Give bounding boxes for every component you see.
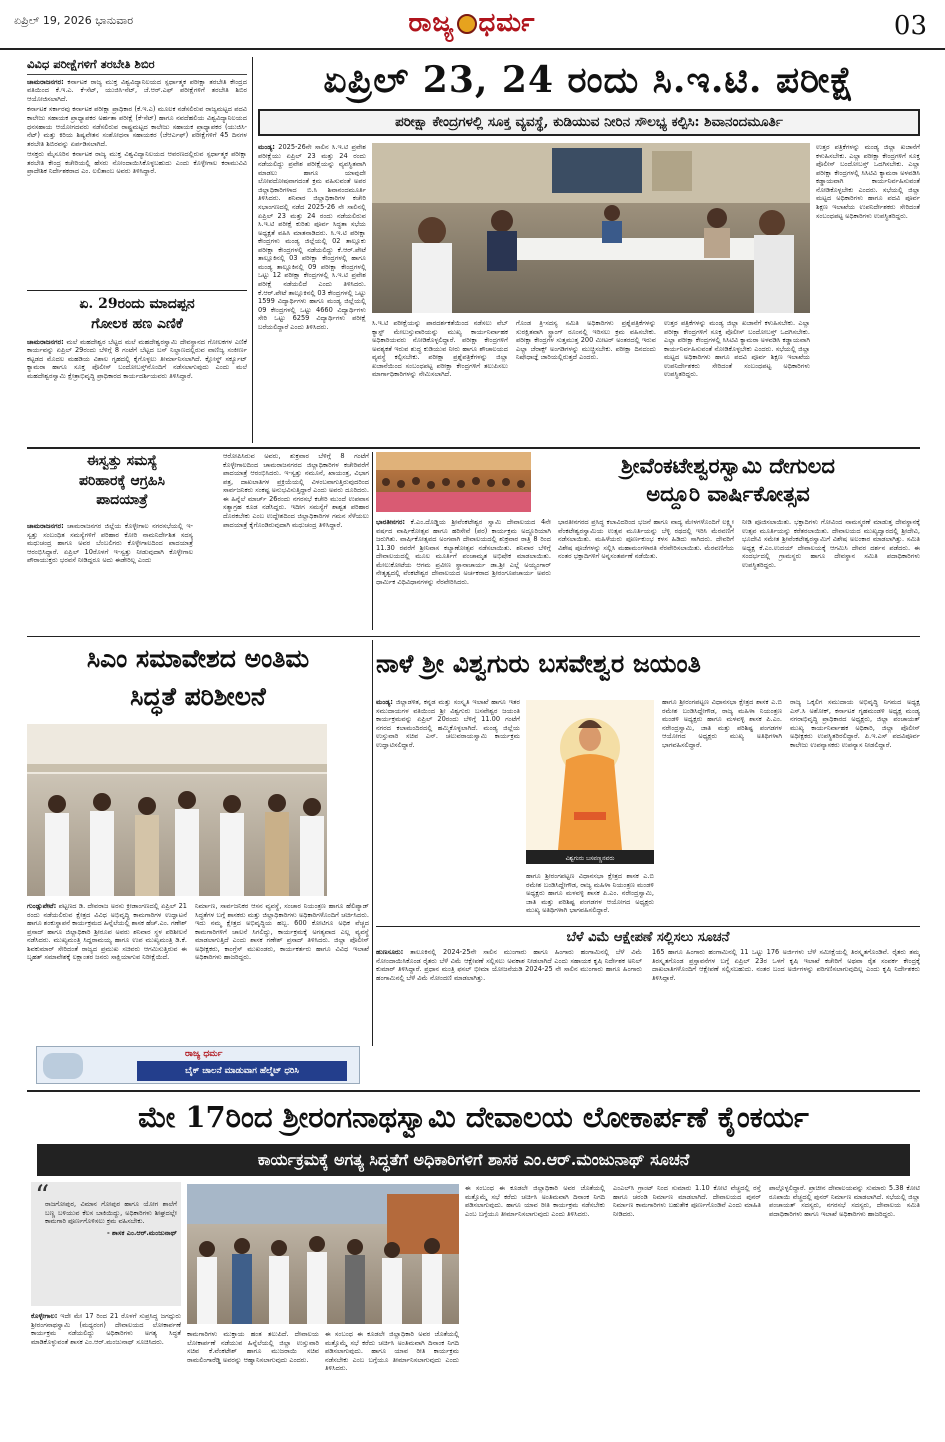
title-line-1: ಶ್ರೀವೆಂಕಟೇಶ್ವರಸ್ವಾಮಿ ದೇಗುಲದ bbox=[621, 453, 835, 478]
paragraph: ಪಟ್ಟಣದ ಡಿ. ದೇವರಾಜ ಅರಸು ಕ್ರೀಡಾಂಗಣದಲ್ಲಿ ಏಪ್ರಿಲ್ 21 ರಂದು ನಡೆಯಲಿರುವ ಕ್ಷೇತ್ರದ ವಿವಿಧ ಅಭಿವೃದ್ಧಿ ಕಾಮಗಾರಿಗಳ ಉದ್ಘಾಟನೆ ಹಾಗೂ ಶಂಕುಸ್ಥಾಪನೆ ಕಾರ್ಯಕ್ರಮದ ಹಿನ್ನೆಲೆಯಲ್ಲಿ ಶಾಸಕ ಹೆಚ್.ಎಂ. ಗಣೇಶ್ ಪ್ರಸಾದ್ ಹಾಗೂ ಜಿಲ್ಲಾಧಿಕಾರಿ ಶ್ರೀರೂಪ ಅವರು ಶನಿವಾರ ಸ್ಥಳ ಪರಿಶೀಲನೆ ನಡೆಸಿದರು. ಮುಖ್ಯಮಂತ್ರಿ ಸಿದ್ದರಾಮಯ್ಯ ಹಾಗೂ ಉಪ ಮುಖ್ಯಮಂತ್ರಿ ಡಿ.ಕೆ. ಶಿವಕುಮಾರ್ ಸೇರಿದಂತೆ ರಾಜ್ಯದ ಪ್ರಮುಖ ಸಚಿವರು ಆಗಮಿಸುತ್ತಿರುವ ಈ ಬೃಹತ್ ಸಮಾವೇಶಕ್ಕೆ ಲಕ್ಷಾಂತರ ಜನರು ಸಾಕ್ಷಿಯಾಗುವ ನಿರೀಕ್ಷೆಯಿದೆ. bbox=[27, 902, 187, 962]
story-title bbox=[536, 452, 920, 508]
paragraph: ಚಾಮರಾಜನಗರ ಜಿಲ್ಲೆಯ ಕೊಳ್ಳೇಗಾಲ ನಗರಸಭೆಯಲ್ಲಿ ಇ-ಸ್ವತ್ತು ಸಂಬಂಧಿತ ಸಮಸ್ಯೆಗಳಿಗೆ ಪರಿಹಾರ ಕೋರಿ ನಾಮನಿರ್ದೇಶಿತ ಸದಸ್ಯ ಮಧುಚಂದ್ರ ಹಾಗೂ ಅವರ ಬೆಂಬಲಿಗರು ಕೊಳ್ಳೇಗಾಲದಿಂದ ಪಾದಯಾತ್ರೆ ಆರಂಭಿಸಿದ್ದಾರೆ. ಏಪ್ರಿಲ್ 10ರೊಳಗೆ ಇ-ಸ್ವತ್ತು ನೀಡುವುದಾಗಿ ಕೊಳ್ಳೇಗಾಲ ಪೌರಾಯುಕ್ತರು ಭರವಸೆ ನೀಡಿದ್ದರೂ ಅದು ಈಡೇರಿಲ್ಲ ಎಂದು bbox=[27, 522, 193, 565]
lead-column-3: ಗೊಂಡ ತ್ರಿ-ಸದಸ್ಯ ಸಮಿತಿ ಅಧಿಕಾರಿಗಳು ಪ್ರಶ್ನೆಪತ್ರಿಕೆಗಳನ್ನು ಸುರಕ್ಷಿತವಾಗಿ ಸ್ಟ್ರಾಂಗ್ ರೂಂನಲ್ಲಿ ಇರಿಸಲು ಕ್ರಮ ವಹಿಸಬೇಕು. ಪರೀಕ್ಷಾ ಕೇಂದ್ರಗಳ ಸುತ್ತಮುತ್ತ 200 ಮೀಟರ್ ಅಂತರದಲ್ಲಿ ಇರುವ ಎಲ್ಲಾ ಜೆರಾಕ್ಸ್ ಅಂಗಡಿಗಳನ್ನು ಮುಚ್ಚಿಸಬೇಕು. ಪರೀಕ್ಷಾ ದಿನದಂದು ನಿಷೇಧಾಜ್ಞೆ ಜಾರಿಯಲ್ಲಿರುತ್ತದೆ ಎಂದರು. bbox=[516, 319, 656, 362]
dateline: ಮಂಡ್ಯ: bbox=[376, 698, 393, 706]
meeting-photo-art bbox=[372, 143, 810, 313]
temple-visit-photo bbox=[187, 1184, 459, 1324]
story-padayatra bbox=[27, 452, 369, 632]
issue-date: ಏಪ್ರಿಲ್ 19, 2026 ಭಾನುವಾರ bbox=[14, 14, 134, 27]
title-line-2: ಪರಿಹಾರಕ್ಕೆ ಆಗ್ರಹಿಸಿ bbox=[79, 472, 165, 489]
title-line-3: ಪಾದಯಾತ್ರೆ bbox=[96, 492, 148, 509]
divider bbox=[372, 452, 373, 630]
divider bbox=[27, 636, 920, 637]
ad-scooter-icon bbox=[43, 1053, 83, 1079]
quote-box bbox=[31, 1179, 181, 1306]
page-number: 03 bbox=[893, 11, 927, 41]
story-column-2: ಭಾರತೀನಗರದ ಪ್ರಸಿದ್ಧ ಕಲಾವಿದರಿಂದ ಭಜನೆ ಹಾಗೂ ವಾದ್ಯ ಮೇಳಗಳೊಂದಿಗೆ ಲಕ್ಷ್ಮೀ ವೆಂಕಟೇಶ್ವರಸ್ವಾಮಿಯ ಉತ್ಸವ ಮೂರ್ತಿಯನ್ನು ಬೆಳ್ಳಿ ರಥದಲ್ಲಿ ಇರಿಸಿ ಮೆರವಣಿಗೆ ನಡೆಸಲಾಯಿತು. ಮಹಿಳೆಯರು ಪೂರ್ಣಕುಂಭ ಕಳಸ ಹಿಡಿದು ಸಾಗಿದರು. ದೇವರಿಗೆ ವಿಶೇಷ ಪೂಜೆಗಳನ್ನು ಸಲ್ಲಿಸಿ ಮಹಾಮಂಗಳಾರತಿ ನೆರವೇರಿಸಲಾಯಿತು. ಮೆರವಣಿಗೆಯ ನಂತರ ಭಕ್ತಾದಿಗಳಿಗೆ ಅನ್ನಸಂತರ್ಪಣೆ ನಡೆಯಿತು. bbox=[558, 518, 734, 561]
story-column-2: ಕಾಮಗಾರಿಗಳು ಮುಕ್ತಾಯ ಹಂತ ತಲುಪಿದೆ. ದೇವಾಲಯ ಲೋಕಾರ್ಪಣೆ ನಡೆಯುವ ಹಿನ್ನೆಲೆಯಲ್ಲಿ ಜಿಲ್ಲಾ ಉಸ್ತುವಾರಿ ಸಚಿವ ಕೆ.ವೆಂಕಟೇಶ್ ಹಾಗೂ ಮುಜರಾಯಿ ಸಚಿವ ರಾಮಲಿಂಗಾರೆಡ್ಡಿ ಅವರನ್ನು ಆಹ್ವಾನಿಸಲಾಗುವುದು ಎಂದರು. bbox=[187, 1330, 319, 1364]
quote-attribution: - ಶಾಸಕ ಎಂ.ಆರ್.ಮಂಜುನಾಥ್ bbox=[107, 1228, 177, 1237]
story-column-4 bbox=[465, 1184, 605, 1442]
paragraph: ಮಲೆ ಮಹದೇಶ್ವರ ಬೆಟ್ಟದ ಮಲೆ ಮಹದೇಶ್ವರಸ್ವಾಮಿ ದೇವಸ್ಥಾನದ ಗೋಲಕಗಳ ಎಣಿಕೆ ಕಾರ್ಯವನ್ನು ಏಪ್ರಿಲ್ 29ರಂದು ಬೆಳಿಗ್ಗೆ 8 ಗಂಟೆಗೆ ಬೆಟ್ಟದ ಬಸ್ ನಿಲ್ದಾಣದಲ್ಲಿರುವ ವಾಣಿಜ್ಯ ಸಂಕೀರ್ಣ ಕಟ್ಟಡದ ಮೊದಲ ಮಹಡಿಯ ವಿಶಾಲ ಗೃಹದಲ್ಲಿ ಕೈಗೊಳ್ಳಲು ತೀರ್ಮಾನಿಸಲಾಗಿದೆ. ಕ್ಲೋಸ್ಡ್ ಸರ್ಕ್ಯೂಟ್ ಕ್ಯಾಮರಾ ಹಾಗೂ ಸೂಕ್ತ ಪೊಲೀಸ್ ಬಂದೋಬಸ್ತ್‌ನೊಂದಿಗೆ ನಡೆಸಲಾಗುವುದು ಎಂದು ಮಲೆ ಮಹದೇಶ್ವರಸ್ವಾಮಿ ಕ್ಷೇತ್ರಾಭಿವೃದ್ಧಿ ಪ್ರಾಧಿಕಾರದ ಕಾರ್ಯದರ್ಶಿಯವರು ತಿಳಿಸಿದ್ದಾರೆ. bbox=[27, 337, 247, 380]
temple-crowd-photo bbox=[376, 452, 531, 512]
divider bbox=[27, 1090, 920, 1092]
story-title: ನಾಳೆ ಶ್ರೀ ವಿಶ್ವಗುರು ಬಸವೇಶ್ವರ ಜಯಂತಿ bbox=[376, 649, 701, 678]
story-title: ವಿವಿಧ ಪರೀಕ್ಷೆಗಳಿಗೆ ತರಬೇತಿ ಶಿಬಿರ bbox=[27, 57, 247, 75]
paragraph: ಉತ್ತರ ಪತ್ರಿಕೆಗಳನ್ನು ಮಂಡ್ಯ ಜಿಲ್ಲಾ ಖಜಾನೆಗೆ ಕಳುಹಿಸಬೇಕು. ಎಲ್ಲಾ ಪರೀಕ್ಷಾ ಕೇಂದ್ರಗಳಿಗೆ ಸೂಕ್ತ ಪೊಲೀಸ್ ಬಂದೋಬಸ್ತ್ ಒದಗಿಸಬೇಕು. ಎಲ್ಲಾ ಪರೀಕ್ಷಾ ಕೇಂದ್ರಗಳಲ್ಲಿ ಸಿಸಿಟಿವಿ ಕ್ಯಾಮರಾ ಅಳವಡಿಸಿ ಕಡ್ಡಾಯವಾಗಿ ಕಾರ್ಯನಿರ್ವಹಿಸುವಂತೆ ನೋಡಿಕೊಳ್ಳಬೇಕು ಎಂದರು. ಸಭೆಯಲ್ಲಿ ಜಿಲ್ಲಾ ಮಟ್ಟದ ಅಧಿಕಾರಿಗಳು ಹಾಗೂ ಪದವಿ ಪೂರ್ವ ಶಿಕ್ಷಣ ಇಲಾಖೆಯ ಉಪನಿರ್ದೇಶಕರು ಸೇರಿದಂತೆ ಸಂಬಂಧಪಟ್ಟ ಅಧಿಕಾರಿಗಳು ಉಪಸ್ಥಿತರಿದ್ದರು. bbox=[664, 319, 810, 379]
lead-story bbox=[258, 55, 920, 447]
story-temple-anniversary bbox=[376, 452, 920, 634]
inspection-photo bbox=[27, 724, 327, 896]
story-training-camp bbox=[27, 57, 247, 289]
lead-subheadline: ಪರೀಕ್ಷಾ ಕೇಂದ್ರಗಳಲ್ಲಿ ಸೂಕ್ತ ವ್ಯವಸ್ಥೆ, ಕುಡಿಯುವ ನೀರಿನ ಸೌಲಭ್ಯ ಕಲ್ಪಿಸಿ: ಶಿವಾನಂದಮೂರ್ತಿ bbox=[258, 109, 920, 136]
dateline: ಹುಣಸೂರು: bbox=[376, 948, 404, 956]
story-column-1 bbox=[376, 698, 520, 922]
story-title-crop-insurance: ಬೆಳೆ ವಿಮೆ ಆಕ್ಷೇಪಣೆ ಸಲ್ಲಿಸಲು ಸೂಚನೆ bbox=[566, 930, 730, 945]
quote-text: ರಾಜಗೋಪುರ, ವಿಮಾನ ಗೋಪುರ ಹಾಗೂ ಯೋಗ ಶಾಲೆಗೆ ಬಣ್ಣ ಬಳಿಯುವ ಕೆಲಸ ಬಾಕಿಯಿದ್ದು, ಅಧಿಕಾರಿಗಳು ಶೀಘ್ರದಲ್ಲೇ ಕಾಮಗಾರಿ ಪೂರ್ಣಗೊಳಿಸಲು ಕ್ರಮ ವಹಿಸಬೇಕು. bbox=[45, 1200, 177, 1226]
story-basava-jayanti bbox=[376, 640, 920, 982]
divider bbox=[376, 926, 920, 927]
newspaper-logo bbox=[392, 6, 552, 42]
masthead bbox=[0, 0, 945, 50]
story-body bbox=[27, 338, 247, 381]
meeting-photo bbox=[372, 143, 810, 313]
lead-column-2: ಸಿ.ಇ.ಟಿ ಪರೀಕ್ಷೆಯನ್ನು ಪಾರದರ್ಶಕತೆಯಿಂದ ನಡೆಸಲು ವೆಬ್ ಕ್ಯಾಸ್ಟ್ ಮೇಲುಸ್ತುವಾರಿಯನ್ನು ಮುಖ್ಯ ಕಾರ್ಯನಿರ್ವಾಹಕ ಅಧಿಕಾರಿಯವರು ನೋಡಿಕೊಳ್ಳಲಿದ್ದಾರೆ. ಪರೀಕ್ಷಾ ಕೇಂದ್ರಗಳಿಗೆ ಅವಶ್ಯಕತೆ ಇರುವ ಶುದ್ಧ ಕುಡಿಯುವ ನೀರು ಹಾಗೂ ಶೌಚಾಲಯದ ವ್ಯವಸ್ಥೆ ಕಲ್ಪಿಸಬೇಕು. ಪರೀಕ್ಷಾ ಪ್ರಶ್ನೆಪತ್ರಿಕೆಗಳನ್ನು ಜಿಲ್ಲಾ ಖಜಾನೆಯಿಂದ ಸಂಬಂಧಪಟ್ಟ ಪರೀಕ್ಷಾ ಕೇಂದ್ರಗಳಿಗೆ ತಲುಪಿಸಲು ಮಾರ್ಗಾಧಿಕಾರಿಗಳನ್ನು ನೇಮಿಸಲಾಗಿದೆ. bbox=[372, 319, 508, 379]
quote-mark-icon: “ bbox=[35, 1179, 50, 1212]
lead-headline: ಏಪ್ರಿಲ್ 23, 24 ರಂದು ಸಿ.ಇ.ಟಿ. ಪರೀಕ್ಷೆ bbox=[323, 59, 855, 101]
divider bbox=[252, 57, 253, 443]
story-title bbox=[27, 452, 217, 511]
story-ranganatha-temple bbox=[27, 1094, 920, 1442]
story-column-1 bbox=[27, 902, 187, 1042]
story-cm-convention bbox=[27, 640, 369, 1042]
paragraph: ಜಿಲ್ಲಾಡಳಿತ, ಕನ್ನಡ ಮತ್ತು ಸಂಸ್ಕೃತಿ ಇಲಾಖೆ ಹಾಗೂ ಇತರ ಸಮುದಾಯಗಳ ವತಿಯಿಂದ ಶ್ರೀ ವಿಶ್ವಗುರು ಬಸವೇಶ್ವರ ಜಯಂತಿ ಕಾರ್ಯಕ್ರಮವನ್ನು ಏಪ್ರಿಲ್ 20ರಂದು ಬೆಳಿಗ್ಗೆ 11.00 ಗಂಟೆಗೆ ನಗರದ ಕಲಾಮಂದಿರದಲ್ಲಿ ಹಮ್ಮಿಕೊಳ್ಳಲಾಗಿದೆ. ಮಂಡ್ಯ ಜಿಲ್ಲೆಯ ಉಸ್ತುವಾರಿ ಸಚಿವ ಎನ್. ಚಲುವರಾಯಸ್ವಾಮಿ ಕಾರ್ಯಕ್ರಮ ಉದ್ಘಾಟಿಸಲಿದ್ದಾರೆ. bbox=[376, 698, 520, 749]
story-column-3 bbox=[662, 698, 782, 922]
title-line-1: ಸಿಎಂ ಸಮಾವೇಶದ ಅಂತಿಮ bbox=[86, 644, 310, 673]
story-column-1 bbox=[31, 1312, 181, 1442]
basavanna-portrait bbox=[526, 700, 654, 864]
lead-column-1 bbox=[258, 143, 366, 443]
story-column-3: ನೀಡಿ ಪೂಜಿಸಲಾಯಿತು. ಭಕ್ತಾದಿಗಳು ಗೋವಿಂದ ನಾಮಸ್ಮರಣೆ ಮಾಡುತ್ತ ದೇವಸ್ಥಾನಕ್ಕೆ ಉತ್ಸವ ಮೂರ್ತಿಯನ್ನು ಕರೆತರಲಾಯಿತು. ದೇವಾಲಯದ ಮುಖ್ಯದ್ವಾರದಲ್ಲಿ ಶ್ರೀದೇವಿ, ಭೂದೇವಿ ಸಮೇತ ಶ್ರೀವೆಂಕಟೇಶ್ವರಸ್ವಾಮಿಗೆ ವಿಶೇಷ ಅಲಂಕಾರ ಮಾಡಲಾಗಿತ್ತು. ಸಮಿತಿ ಅಧ್ಯಕ್ಷ ಕೆ.ಎಂ.ಉದಯ್ ದೇವಾಲಯಕ್ಕೆ ಆಗಮಿಸಿ ದೇವರ ದರ್ಶನ ಪಡೆದರು. ಈ ಸಂದರ್ಭದಲ್ಲಿ ಗ್ರಾಮಸ್ಥರು ಹಾಗೂ ದೇವಸ್ಥಾನ ಸಮಿತಿ ಪದಾಧಿಕಾರಿಗಳು ಉಪಸ್ಥಿತರಿದ್ದರು. bbox=[742, 518, 920, 569]
ad-line-1: ಬೈಕ್ ಚಾಲನೆ ಮಾಡುವಾಗ bbox=[185, 1066, 257, 1076]
ad-line-2: ಹೆಲ್ಮೆಟ್ ಧರಿಸಿ bbox=[259, 1066, 299, 1076]
story-column-2: ನಿರ್ಮಾಣ, ಸಾರ್ವಜನಿಕರ ಆಸನ ವ್ಯವಸ್ಥೆ, ಸಂಚಾರ ನಿಯಂತ್ರಣ ಹಾಗೂ ಹೆಲಿಪ್ಯಾಡ್ ಸಿದ್ಧತೆಗಳ ಬಗ್ಗೆ ಶಾಸಕರು ಮತ್ತು ಜಿಲ್ಲಾಧಿಕಾರಿಗಳು ಅಧಿಕಾರಿಗಳೊಂದಿಗೆ ಚರ್ಚಿಸಿದರು. ಇದು ನಮ್ಮ ಕ್ಷೇತ್ರದ ಅಭಿವೃದ್ಧಿಯ ಹಬ್ಬ. 600 ಕೋಟಿಗೂ ಅಧಿಕ ವೆಚ್ಚದ ಕಾಮಗಾರಿಗಳಿಗೆ ಚಾಲನೆ ಸಿಗಲಿದ್ದು, ಕಾರ್ಯಕ್ರಮಕ್ಕೆ ಅಗತ್ಯವಾದ ಎಲ್ಲ ವ್ಯವಸ್ಥೆ ಮಾಡಲಾಗುತ್ತಿದೆ ಎಂದು ಶಾಸಕ ಗಣೇಶ್ ಪ್ರಸಾದ್ ತಿಳಿಸಿದರು. ಜಿಲ್ಲಾ ಪೊಲೀಸ್ ಅಧೀಕ್ಷಕರು, ಕಾಂಗ್ರೆಸ್ ಮುಖಂಡರು, ಕಾರ್ಯಕರ್ತರು ಹಾಗೂ ವಿವಿಧ ಇಲಾಖೆ ಅಧಿಕಾರಿಗಳು ಹಾಜರಿದ್ದರು. bbox=[195, 902, 369, 962]
lead-column-5 bbox=[664, 319, 810, 443]
title-line-2: ಸಿದ್ಧತೆ ಪರಿಶೀಲನೆ bbox=[130, 682, 266, 711]
paragraph: ಕರ್ನಾಟಕ ಸರ್ಕಾರವು ಕರ್ನಾಟಕ ಪರೀಕ್ಷಾ ಪ್ರಾಧಿಕಾರ (ಕೆ.ಇ.ಎ) ಮೂಲಕ ನಡೆಸಲಿರುವ ರಾಜ್ಯಮಟ್ಟದ ಪದವಿ ಕಾಲೇಜು ಸಹಾಯಕ ಪ್ರಾಧ್ಯಾಪಕರ ಅರ್ಹತಾ ಪರೀಕ್ಷೆ (ಕೆ-ಸೆಟ್) ಹಾಗೂ ನವದೆಹಲಿಯ ವಿಶ್ವವಿದ್ಯಾನಿಲಯದ ಧನಸಹಾಯ ಆಯೋಗದವರು ನಡೆಸಲಿರುವ ರಾಷ್ಟ್ರಮಟ್ಟದ ಕಾಲೇಜು ಸಹಾಯಕ ಪ್ರಾಧ್ಯಾಪಕರ (ಯುಜಿಸಿ-ನೆಟ್) ಮತ್ತು ಕಿರಿಯ ಶಿಷ್ಯವೇತನ ಸಂಶೋಧನಾ ಸಹಾಯಕರ (ಜೆಆರ್ಎಫ್) ಪರೀಕ್ಷೆಗಳಿಗೆ 45 ದಿನಗಳ ತರಬೇತಿ ಶಿಬಿರವನ್ನು ಏರ್ಪಡಿಸಲಾಗಿದೆ. bbox=[27, 105, 247, 148]
title-line-1: ಏ. 29ರಂದು ಮಾದಪ್ಪನ bbox=[79, 296, 195, 312]
paragraph: ಇದೇ ಮೇ 17 ರಿಂದ 21 ರೊಳಗೆ ಸುಪ್ರಸಿದ್ಧ ಜಗದ್ಗುರು ಶ್ರೀರಂಗನಾಥಸ್ವಾಮಿ (ಮಧ್ಯರಂಗ) ದೇವಾಲಯದ ಲೋಕಾರ್ಪಣೆ ಕಾರ್ಯಕ್ರಮ ನಡೆಯಲಿದ್ದು ಅಧಿಕಾರಿಗಳು ಅಗತ್ಯ ಸಿದ್ಧತೆ ಮಾಡಿಕೊಳ್ಳುವಂತೆ ಶಾಸಕ ಎಂ.ಆರ್.ಮಂಜುನಾಥ್ ಸೂಚಿಸಿದರು. bbox=[31, 1312, 181, 1346]
divider bbox=[372, 640, 373, 1046]
crowd-art bbox=[376, 452, 531, 512]
story-column-5: ಎಂಎಲ್‌ಸಿ ಗ್ರಾಂಟ್ ನಿಂದ ಸುಮಾರು 1.10 ಕೋಟಿ ವೆಚ್ಚದಲ್ಲಿ ರಸ್ತೆ ಹಾಗೂ ಚರಂಡಿ ನಿರ್ಮಾಣ ಮಾಡಲಾಗಿದೆ. ದೇವಾಲಯದ ಪುನರ್ ನಿರ್ಮಾಣ ಕಾಮಗಾರಿಗಳು ಬಹುತೇಕ ಪೂರ್ಣಗೊಂಡಿವೆ ಎಂದು ಮಾಹಿತಿ ನೀಡಿದರು. bbox=[613, 1184, 761, 1218]
temple-visit-photo-art bbox=[187, 1184, 459, 1324]
paragraph: ಹಾಗೂ ಶ್ರೀರಂಗಪಟ್ಟಣ ವಿಧಾನಸಭಾ ಕ್ಷೇತ್ರದ ಶಾಸಕ ಎ.ಬಿ ರಮೇಶ ಬಂಡಿಸಿದ್ದೇಗೌಡ, ರಾಜ್ಯ ಮಹಿಳಾ ನಿಯಂತ್ರಣ ಮಂಡಳಿ ಅಧ್ಯಕ್ಷರು ಹಾಗೂ ಮಳವಳ್ಳಿ ಶಾಸಕ ಪಿ.ಎಂ. ನರೇಂದ್ರಸ್ವಾಮಿ, ಜಾತಿ ಮತ್ತು ಪರಿಶಿಷ್ಟ ಪಂಗಡಗಳ ಆಯೋಗದ ಅಧ್ಯಕ್ಷರು ಮುಖ್ಯ ಅತಿಥಿಗಳಾಗಿ ಭಾಗವಹಿಸಲಿದ್ದಾರೆ. bbox=[662, 698, 782, 749]
story-column-2: ಆರೋಪಿಸಿರುವ ಅವರು, ಶುಕ್ರವಾರ ಬೆಳಿಗ್ಗೆ 8 ಗಂಟೆಗೆ ಕೊಳ್ಳೇಗಾಲದಿಂದ ಚಾಮರಾಜನಗರದ ಜಿಲ್ಲಾಧಿಕಾರಿಗಳ ಕಚೇರಿವರೆಗೆ ಪಾದಯಾತ್ರೆ ಆರಂಭಿಸಿದರು. ಇ-ಸ್ವತ್ತು ನಮೂನೆ, ಖಾಯಂತ್ರ, ವಿಭಾಗ ಪತ್ರ, ದಾಖಲಾತಿಗಳ ಪ್ರಕ್ರಿಯೆಯಲ್ಲಿ ವಿಳಂಬವಾಗುತ್ತಿರುವುದರಿಂದ ಸಾರ್ವಜನಿಕರು ಸಂಕಷ್ಟ ಅನುಭವಿಸುತ್ತಿದ್ದಾರೆ ಎಂದು ಅವರು ದೂರಿದರು. ಈ ಹಿನ್ನೆಲೆ ಮಾರ್ಚ್ 26ರಂದು ನಗರಸಭೆ ಕಚೇರಿ ಮುಂದೆ ಉಪವಾಸ ಸತ್ಯಾಗ್ರಹ ಕೂಡ ನಡೆಸಿದ್ದರು. ಇದೀಗ ಸಮಸ್ಯೆಗೆ ಶಾಶ್ವತ ಪರಿಹಾರ ದೊರಕಬೇಕು ಎಂಬ ಉದ್ದೇಶದಿಂದ ಜಿಲ್ಲಾಧಿಕಾರಿಗಳ ಗಮನ ಸೆಳೆಯಲು ಪಾದಯಾತ್ರೆ ಕೈಗೊಂಡಿರುವುದಾಗಿ ಮಧುಚಂದ್ರ ತಿಳಿಸಿದ್ದಾರೆ. bbox=[223, 452, 369, 529]
paragraph: ಕರ್ನಾಟಕ ರಾಜ್ಯ ಮುಕ್ತ ವಿಶ್ವವಿದ್ಯಾನಿಲಯದ ಸ್ಪರ್ಧಾತ್ಮಕ ಪರೀಕ್ಷಾ ತರಬೇತಿ ಕೇಂದ್ರದ ವತಿಯಿಂದ ಕೆ.ಇ.ಎ. ಕೆ-ಸೆಟ್, ಯುಜಿಸಿ-ನೆಟ್, ಜೆ.ಆರ್.ಎಫ್ ಪರೀಕ್ಷೆಗಳಿಗೆ ತರಬೇತಿ ಶಿಬಿರ ಆಯೋಜಿಸಲಾಗಿದೆ. bbox=[27, 77, 247, 103]
basavanna-portrait-art bbox=[526, 700, 654, 864]
story-column-3: ಈ ಸಂಬಂಧ ಈ ಕೂಡಲೇ ಜಿಲ್ಲಾಧಿಕಾರಿ ಅವರ ಜೊತೆಯಲ್ಲಿ ಮತ್ತೊಮ್ಮೆ ಸಭೆ ಕರೆದು ಚರ್ಚಿಸಿ ಅಂತಿಮವಾಗಿ ದಿನಾಂಕ ನಿಗದಿ ಪಡಿಸಲಾಗುವುದು. ಹಾಗೂ ಯಾವ ರೀತಿ ಕಾರ್ಯಕ್ರಮ ನಡೆಸಬೇಕು ಎಂಬ ಬಗ್ಗೆಯೂ ತೀರ್ಮಾನಿಸಲಾಗುವುದು ಎಂದು ತಿಳಿಸಿದರು. bbox=[325, 1330, 459, 1373]
story-column-1 bbox=[376, 518, 551, 634]
divider bbox=[27, 447, 920, 449]
dateline: ಚಾಮರಾಜನಗರ: bbox=[27, 522, 64, 530]
logo-text-2: ಧರ್ಮ bbox=[478, 8, 536, 39]
dateline: ಚಾಮರಾಜನಗರ: bbox=[27, 77, 64, 86]
title-line-2: ಅದ್ದೂರಿ ವಾರ್ಷಿಕೋತ್ಸವ bbox=[646, 481, 810, 506]
story-body bbox=[27, 78, 247, 104]
paragraph: ಆಸಕ್ತರು ಮೈಸೂರಿನ ಕರ್ನಾಟಕ ರಾಜ್ಯ ಮುಕ್ತ ವಿಶ್ವವಿದ್ಯಾನಿಲಯದ ಆವರಣದಲ್ಲಿರುವ ಸ್ಪರ್ಧಾತ್ಮಕ ಪರೀಕ್ಷಾ ತರಬೇತಿ ಕೇಂದ್ರ ಕಚೇರಿಯಲ್ಲಿ ಹೆಸರು ನೋಂದಾಯಿಸಿಕೊಳ್ಳಬಹುದು ಎಂದು ಕೊಳ್ಳೇಗಾಲ ಕರಾಮುವಿವಿ ಪ್ರಾದೇಶಿಕ ನಿರ್ದೇಶಕರಾದ ಎಂ. ಲಲಿತಾಂಬ ಅವರು ತಿಳಿಸಿದ್ದಾರೆ. bbox=[27, 150, 247, 176]
helmet-ad-banner bbox=[36, 1046, 360, 1084]
inspection-photo-art bbox=[27, 724, 327, 896]
story-column-1 bbox=[27, 522, 193, 632]
dateline: ಮಂಡ್ಯ: bbox=[258, 143, 275, 151]
crop-column-1 bbox=[376, 948, 642, 982]
crop-column-2: 165 ಹಾಗೂ ಹಿಂಗಾರು ಹಂಗಾಮಿನಲ್ಲಿ 11 ಒಟ್ಟು 176 ಅರ್ಜಿಗಳು ಬೆಳೆ ಸಮೀಕ್ಷೆಯಲ್ಲಿ ತಿರಸ್ಕೃತಗೊಂಡಿವೆ. ರೈತರು ತಮ್ಮ ತಿರಸ್ಕೃತಗೊಂಡ ಪ್ರಸ್ತಾವನೆಗಳ ಬಗ್ಗೆ ಏಪ್ರಿಲ್ 23ರ ಒಳಗೆ ಕೃಷಿ ಇಲಾಖೆ ಕಚೇರಿಗೆ ಅಥವಾ ರೈತ ಸಂಪರ್ಕ ಕೇಂದ್ರಕ್ಕೆ ದಾಖಲಾತಿಗಳೊಂದಿಗೆ ಆಕ್ಷೇಪಣೆ ಸಲ್ಲಿಸಬಹುದು. ನಂತರ ಬಂದ ಅರ್ಜಿಗಳನ್ನು ಪರಿಗಣಿಸಲಾಗುವುದಿಲ್ಲ ಎಂದು ಕೃಷಿ ನಿರ್ದೇಶಕರು ತಿಳಿಸಿದ್ದಾರೆ. bbox=[652, 948, 920, 982]
ad-message bbox=[137, 1061, 347, 1081]
paragraph: 2025-26ನೇ ಸಾಲಿನ ಸಿ.ಇ.ಟಿ ಪ್ರವೇಶ ಪರೀಕ್ಷೆಯು ಏಪ್ರಿಲ್ 23 ಮತ್ತು 24 ರಂದು ನಡೆಯಲಿದ್ದು ಪ್ರವೇಶ ಪರೀಕ್ಷೆಯನ್ನು ವ್ಯವಸ್ಥಿತವಾಗಿ ಮಾಡಲು ಹಾಗೂ ಯಾವುದೇ ಲೋಪದೋಷವಾಗದಂತೆ ಕ್ರಮ ವಹಿಸುವಂತೆ ಅಪರ ಜಿಲ್ಲಾಧಿಕಾರಿಗಳಾದ ಬಿ.ಸಿ ಶಿವಾನಂದಮೂರ್ತಿ ತಿಳಿಸಿದರು. ಶನಿವಾರ ಜಿಲ್ಲಾಧಿಕಾರಿಗಳ ಕಚೇರಿ ಸಭಾಂಗಣದಲ್ಲಿ ನಡೆದ 2025-26 ನೇ ಸಾಲಿನಲ್ಲಿ ಏಪ್ರಿಲ್ 23 ಮತ್ತು 24 ರಂದು ನಡೆಯಲಿರುವ ಸಿ.ಇ.ಟಿ ಪರೀಕ್ಷೆ ಕುರಿತು ಪೂರ್ವ ಸಿದ್ಧತಾ ಸಭೆಯ ಅಧ್ಯಕ್ಷತೆ ವಹಿಸಿ ಮಾತನಾಡಿದರು. ಸಿ.ಇ.ಟಿ ಪರೀಕ್ಷಾ ಕೇಂದ್ರಗಳು ಮಂಡ್ಯ ಜಿಲ್ಲೆಯಲ್ಲಿ 02 ತಾಲ್ಲೂಕು ಪರೀಕ್ಷಾ ಕೇಂದ್ರಗಳಲ್ಲಿ ನಡೆಯಲಿದ್ದು ಕೆ.ಆರ್.ಪೇಟೆ ತಾಲ್ಲೂಕಿನಲ್ಲಿ 03 ಪರೀಕ್ಷಾ ಕೇಂದ್ರಗಳಲ್ಲಿ ಹಾಗೂ ಮಂಡ್ಯ ತಾಲ್ಲೂಕಿನಲ್ಲಿ 09 ಪರೀಕ್ಷಾ ಕೇಂದ್ರಗಳಲ್ಲಿ ಒಟ್ಟು 12 ಪರೀಕ್ಷಾ ಕೇಂದ್ರಗಳಲ್ಲಿ ಸಿ.ಇ.ಟಿ ಪ್ರವೇಶ ಪರೀಕ್ಷೆ ನಡೆಯಲಿದೆ ಎಂದು ತಿಳಿಸಿದರು. ಕೆ.ಆರ್.ಪೇಟೆ ತಾಲ್ಲೂಕಿನಲ್ಲಿ 03 ಕೇಂದ್ರಗಳಲ್ಲಿ ಒಟ್ಟು 1599 ವಿದ್ಯಾರ್ಥಿಗಳು ಹಾಗೂ ಮಂಡ್ಯ ಜಿಲ್ಲೆಯಲ್ಲಿ 09 ಕೇಂದ್ರಗಳಲ್ಲಿ ಒಟ್ಟು 4660 ವಿದ್ಯಾರ್ಥಿಗಳು ಸೇರಿ ಒಟ್ಟು 6259 ವಿದ್ಯಾರ್ಥಿಗಳು ಪರೀಕ್ಷೆ ಬರೆಯಲಿದ್ದಾರೆ ಎಂದು ತಿಳಿಸಿದರು. bbox=[258, 143, 366, 331]
story-subheadline: ಕಾರ್ಯಕ್ರಮಕ್ಕೆ ಅಗತ್ಯ ಸಿದ್ಧತೆಗೆ ಅಧಿಕಾರಿಗಳಿಗೆ ಶಾಸಕ ಎಂ.ಆರ್.ಮಂಜುನಾಥ್ ಸೂಚನೆ bbox=[37, 1144, 910, 1176]
story-title bbox=[27, 640, 369, 716]
ad-logo: ರಾಜ್ಯ ಧರ್ಮ bbox=[185, 1049, 223, 1059]
divider bbox=[27, 290, 247, 291]
story-column-4: ರಾಜ್ಯ ಒಕ್ಕಲಿಗ ಸಮುದಾಯ ಅಭಿವೃದ್ಧಿ ನಿಗಮದ ಅಧ್ಯಕ್ಷ ಎಸ್.ಸಿ ಅಶೋಕ್, ಕರ್ನಾಟಕ ಗೃಹಮಂಡಳಿ ಅಧ್ಯಕ್ಷ ಮಂಡ್ಯ ನಗರಾಭಿವೃದ್ಧಿ ಪ್ರಾಧಿಕಾರದ ಅಧ್ಯಕ್ಷರು, ಜಿಲ್ಲಾ ಪಂಚಾಯತ್ ಮುಖ್ಯ ಕಾರ್ಯನಿರ್ವಾಹಕ ಅಧಿಕಾರಿ, ಜಿಲ್ಲಾ ಪೊಲೀಸ್ ಅಧೀಕ್ಷಕರು ಉಪಸ್ಥಿತರಿರಲಿದ್ದಾರೆ. ಪಿ.ಇ.ಎಸ್ ಪದವಿಪೂರ್ವ ಕಾಲೇಜು ಉಪನ್ಯಾಸಕರು ಉಪನ್ಯಾಸ ನೀಡಲಿದ್ದಾರೆ. bbox=[790, 698, 920, 749]
title-line-2: ಗೋಲಕ ಹಣ ಎಣಿಕೆ bbox=[91, 316, 183, 333]
story-column-2: ಹಾಗೂ ಶ್ರೀರಂಗಪಟ್ಟಣ ವಿಧಾನಸಭಾ ಕ್ಷೇತ್ರದ ಶಾಸಕ ಎ.ಬಿ ರಮೇಶ ಬಂಡಿಸಿದ್ದೇಗೌಡ, ರಾಜ್ಯ ಮಹಿಳಾ ನಿಯಂತ್ರಣ ಮಂಡಳಿ ಅಧ್ಯಕ್ಷರು ಹಾಗೂ ಮಳವಳ್ಳಿ ಶಾಸಕ ಪಿ.ಎಂ. ನರೇಂದ್ರಸ್ವಾಮಿ, ಜಾತಿ ಮತ್ತು ಪರಿಶಿಷ್ಟ ಪಂಗಡಗಳ ಆಯೋಗದ ಅಧ್ಯಕ್ಷರು ಮುಖ್ಯ ಅತಿಥಿಗಳಾಗಿ ಭಾಗವಹಿಸಲಿದ್ದಾರೆ. bbox=[526, 872, 654, 915]
logo-text-1: ರಾಜ್ಯ bbox=[408, 8, 455, 39]
dateline: ಚಾಮರಾಜನಗರ: bbox=[27, 337, 64, 346]
story-title bbox=[27, 294, 247, 335]
paragraph: ತಾಲೂಕಿನಲ್ಲಿ 2024-25ನೇ ಸಾಲಿನ ಮುಂಗಾರು ಹಾಗೂ ಹಿಂಗಾರು ಹಂಗಾಮಿನಲ್ಲಿ ಬೆಳೆ ವಿಮೆ ನೋಂದಾಯಿಸಿಕೊಂಡ ರೈತರು ಬೆಳೆ ವಿಮೆ ಆಕ್ಷೇಪಣೆ ಸಲ್ಲಿಸಲು ಅವಕಾಶ ನೀಡಲಾಗಿದೆ ಎಂದು ಸಹಾಯಕ ಕೃಷಿ ನಿರ್ದೇಶಕ ಅನಿಲ್ ಕುಮಾರ್ ತಿಳಿಸಿದ್ದಾರೆ. ಪ್ರಧಾನ ಮಂತ್ರಿ ಫಸಲ್ ಭೀಮಾ ಯೋಜನೆಯಡಿ 2024-25 ನೇ ಸಾಲಿನ ಮುಂಗಾರು ಹಾಗೂ ಹಿಂಗಾರು ಹಂಗಾಮಿನಲ್ಲಿ ಬೆಳೆ ವಿಮೆ ನೋಂದಣಿ ಮಾಡಲಾಗಿತ್ತು. bbox=[376, 948, 642, 982]
paragraph: ಈ ಸಂಬಂಧ ಈ ಕೂಡಲೇ ಜಿಲ್ಲಾಧಿಕಾರಿ ಅವರ ಜೊತೆಯಲ್ಲಿ ಮತ್ತೊಮ್ಮೆ ಸಭೆ ಕರೆದು ಚರ್ಚಿಸಿ ಅಂತಿಮವಾಗಿ ದಿನಾಂಕ ನಿಗದಿ ಪಡಿಸಲಾಗುವುದು. ಹಾಗೂ ಯಾವ ರೀತಿ ಕಾರ್ಯಕ್ರಮ ನಡೆಸಬೇಕು ಎಂಬ ಬಗ್ಗೆಯೂ ತೀರ್ಮಾನಿಸಲಾಗುವುದು ಎಂದು ತಿಳಿಸಿದರು. bbox=[465, 1184, 605, 1218]
story-column-6: ಪಾಲ್ಗೊಳ್ಳಲಿದ್ದಾರೆ. ಪ್ರಾಚೀನ ದೇವಾಲಯವನ್ನು ಸುಮಾರು 5.38 ಕೋಟಿ ರೂಪಾಯಿ ವೆಚ್ಚದಲ್ಲಿ ಪುನರ್ ನಿರ್ಮಾಣ ಮಾಡಲಾಗಿದೆ. ಸಭೆಯಲ್ಲಿ ಜಿಲ್ಲಾ ಪಂಚಾಯತ್ ಸದಸ್ಯರು, ನಗರಸಭೆ ಸದಸ್ಯರು, ದೇವಾಲಯ ಸಮಿತಿ ಪದಾಧಿಕಾರಿಗಳು ಹಾಗೂ ಇಲಾಖೆ ಅಧಿಕಾರಿಗಳು ಹಾಜರಿದ್ದರು. bbox=[769, 1184, 920, 1218]
title-line-1: ಈಸ್ವತ್ತು ಸಮಸ್ಯೆ bbox=[86, 453, 158, 469]
logo-seal-icon bbox=[457, 14, 477, 34]
dateline: ಭಾರತೀನಗರ: bbox=[376, 518, 406, 526]
story-hundi-counting bbox=[27, 294, 247, 444]
portrait-caption: ವಿಶ್ವಗುರು ಬಸವಣ್ಣನವರು bbox=[526, 854, 654, 864]
story-headline: ಮೇ 17ರಿಂದ ಶ್ರೀರಂಗನಾಥಸ್ವಾಮಿ ದೇವಾಲಯ ಲೋಕಾರ್ಪಣೆ ಕೈಂಕರ್ಯ bbox=[138, 1100, 809, 1134]
paragraph: ಕೆ.ಎಂ.ದೊಡ್ಡಿಯ ಶ್ರೀವೆಂಕಟೇಶ್ವರ ಸ್ವಾಮಿ ದೇವಾಲಯದ 4ನೇ ವರ್ಷದ ವಾರ್ಷಿಕೋತ್ಸವ ಹಾಗೂ ಹರಿಸೇವೆ (ಪರ) ಕಾರ್ಯಕ್ರಮ ಅದ್ದೂರಿಯಾಗಿ ಜರುಗಿತು. ವಾರ್ಷಿಕೋತ್ಸವದ ಅಂಗವಾಗಿ ದೇವಾಲಯದಲ್ಲಿ ಶುಕ್ರವಾರ ರಾತ್ರಿ 8 ರಿಂದ 11.30 ರವರೆಗೆ ಶ್ರೀನಿವಾಸ ಕಲ್ಯಾಣೋತ್ಸವ ನಡೆಸಲಾಯಿತು. ಶನಿವಾರ ಬೆಳಿಗ್ಗೆ ದೇವಾಲಯದಲ್ಲಿ ಮೂಲ ಮೂರ್ತಿಗೆ ಪಂಚಾಮೃತ ಅಭಿಷೇಕ ಮಾಡಲಾಯಿತು. ಮೇಲುಕೋಟೆಯ ಆಗಮ ಪ್ರವೀಣ ಸ್ಥಾನಾಚಾರ್ಯ ಡಾ.ಶ್ರೀ ಎಲ್ಲೆ ಅಯ್ಯಂಗಾರ್ ನೇತೃತ್ವದಲ್ಲಿ ವೆಂಕಟೇಶ್ವರ ದೇವಾಲಯದ ಅರ್ಚಕರಾದ ಶ್ರೀರಂಗೂಪಚಾರ್ಯ ಅವರು ಧಾರ್ಮಿಕ ವಿಧಿವಿಧಾನಗಳನ್ನು ನೆರವೇರಿಸಿದರು. bbox=[376, 518, 551, 586]
dateline: ಕೊಳ್ಳೇಗಾಲ: bbox=[31, 1312, 58, 1320]
dateline: ಗುಂಡ್ಲುಪೇಟೆ: bbox=[27, 902, 57, 910]
lead-column-4: ಉತ್ತರ ಪತ್ರಿಕೆಗಳನ್ನು ಮಂಡ್ಯ ಜಿಲ್ಲಾ ಖಜಾನೆಗೆ ಕಳುಹಿಸಬೇಕು. ಎಲ್ಲಾ ಪರೀಕ್ಷಾ ಕೇಂದ್ರಗಳಿಗೆ ಸೂಕ್ತ ಪೊಲೀಸ್ ಬಂದೋಬಸ್ತ್ ಒದಗಿಸಬೇಕು. ಎಲ್ಲಾ ಪರೀಕ್ಷಾ ಕೇಂದ್ರಗಳಲ್ಲಿ ಸಿಸಿಟಿವಿ ಕ್ಯಾಮರಾ ಅಳವಡಿಸಿ ಕಡ್ಡಾಯವಾಗಿ ಕಾರ್ಯನಿರ್ವಹಿಸುವಂತೆ ನೋಡಿಕೊಳ್ಳಬೇಕು ಎಂದರು. ಸಭೆಯಲ್ಲಿ ಜಿಲ್ಲಾ ಮಟ್ಟದ ಅಧಿಕಾರಿಗಳು ಹಾಗೂ ಪದವಿ ಪೂರ್ವ ಶಿಕ್ಷಣ ಇಲಾಖೆಯ ಉಪನಿರ್ದೇಶಕರು ಸೇರಿದಂತೆ ಸಂಬಂಧಪಟ್ಟ ಅಧಿಕಾರಿಗಳು ಉಪಸ್ಥಿತರಿದ್ದರು. bbox=[816, 143, 920, 220]
